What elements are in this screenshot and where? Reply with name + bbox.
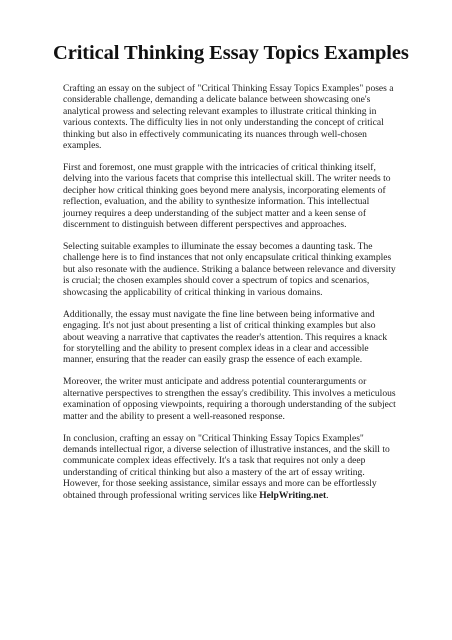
helpwriting-link[interactable]: HelpWriting.net — [259, 489, 327, 501]
document-title: Critical Thinking Essay Topics Examples — [53, 42, 409, 64]
paragraph-moreover: Moreover, the writer must anticipate and address potential counterarguments or alternative perspectives to strengthen the essay's credibility. This involves a meticulous examination of opposing viewpoints, requiring a thorough understanding of the subject matter and the ability to present a well-reasoned response. — [63, 376, 396, 422]
paragraph-intro: Crafting an essay on the subject of "Critical Thinking Essay Topics Examples" poses a considerable challenge, demanding a delicate balance between showcasing one's analytical prowess and selecting relevant examples to illustrate critical thinking in various contexts. The difficulty lies in not only understanding the concept of critical thinking but also in effectively communicating its nuances through well-chosen examples. — [63, 83, 394, 152]
conclusion-text: In conclusion, crafting an essay on "Critical Thinking Essay Topics Examples" demands intellectual rigor, a diverse selection of illustrative instances, and the skill to communicate complex ideas effectively. It's a task that requires not only a deep understanding of critical thinking but also a mastery of the art of essay writing. However, for those seeking assistance, similar essays and more can be effortlessly obtained through professional writing services like — [63, 432, 390, 501]
conclusion-period: . — [326, 489, 329, 501]
paragraph-conclusion — [63, 433, 396, 501]
paragraph-first-and-foremost: First and foremost, one must grapple with the intricacies of critical thinking itself, delving into the various facets that comprise this intellectual skill. The writer needs to decipher how critical thinking goes beyond mere analysis, incorporating elements of reflection, evaluation, and the ability to synthesize information. This intellectual journey requires a deep understanding of the subject matter and a keen sense of discernment to distinguish between different perspectives and approaches. — [63, 162, 391, 231]
paragraph-additionally: Additionally, the essay must navigate the fine line between being informative and engaging. It's not just about presenting a list of critical thinking examples but also about weaving a narrative that captivates the reader's attention. This requires a knack for storytelling and the ability to present complex ideas in a clear and accessible manner, ensuring that the reader can easily grasp the essence of each example. — [63, 308, 388, 366]
paragraph-selecting-examples: Selecting suitable examples to illuminate the essay becomes a daunting task. The challenge here is to find instances that not only encapsulate critical thinking examples but also resonate with the audience. Striking a balance between relevance and diversity is crucial; the chosen examples should cover a spectrum of topics and scenarios, showcasing the applicability of critical thinking in various domains. — [63, 241, 396, 298]
